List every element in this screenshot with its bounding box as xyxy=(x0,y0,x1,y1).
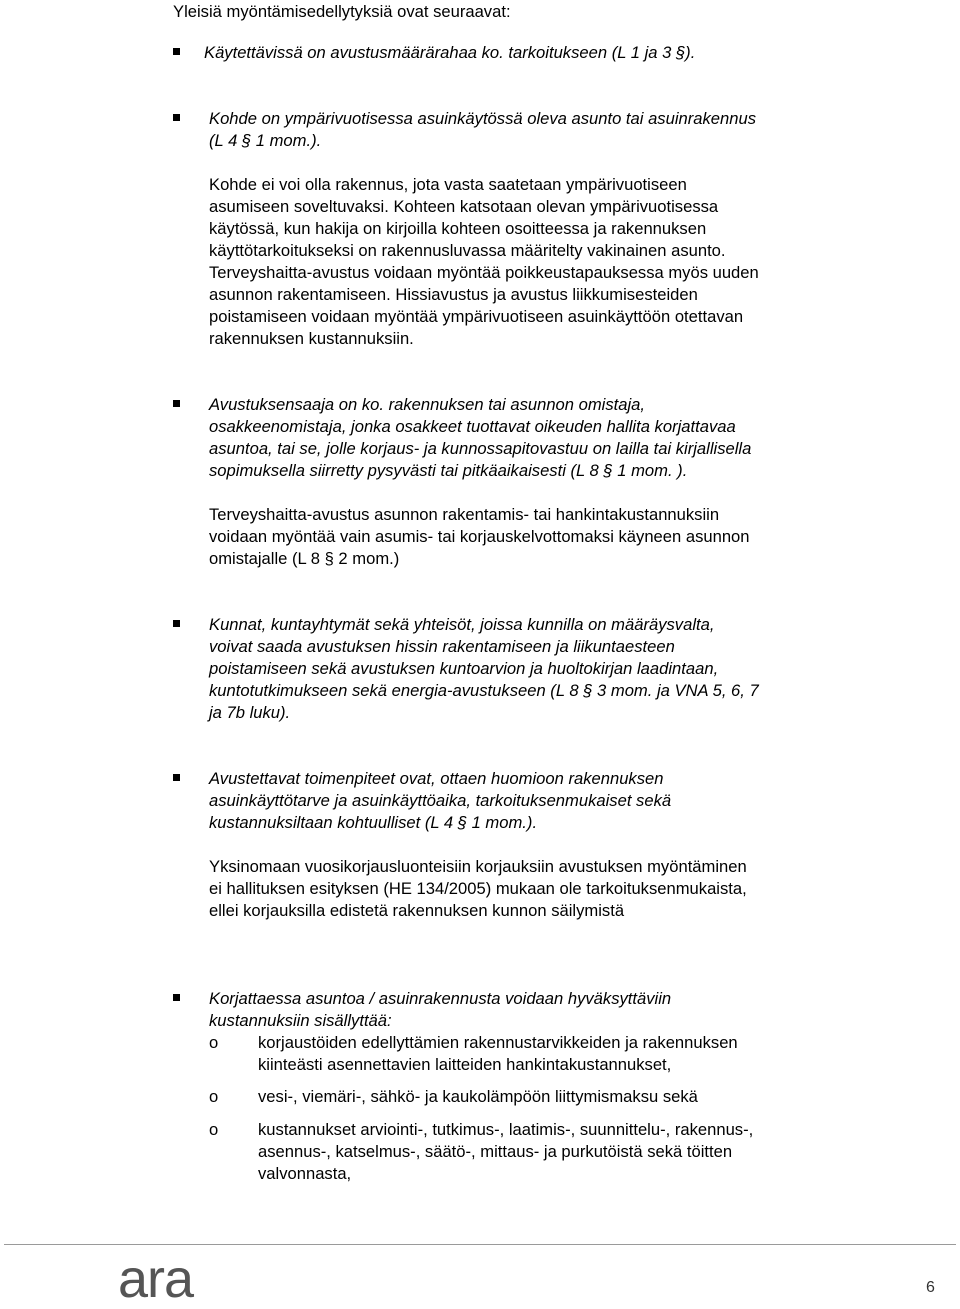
bullet-4-line: Kunnat, kuntayhtymät sekä yhteisöt, joissa kunnilla on määräysvalta, xyxy=(209,615,715,634)
sub-bullet-marker: o xyxy=(209,1087,219,1106)
bullet-3-para-line: Terveyshaitta-avustus asunnon rakentamis- tai hankintakustannuksiin xyxy=(209,505,720,524)
bullet-square-icon xyxy=(173,994,180,1001)
bullet-3-line: osakkeenomistaja, jonka osakkeet tuottavat oikeuden hallita korjattavaa xyxy=(209,417,736,436)
bullet-square-icon xyxy=(173,48,180,55)
sub-bullet-marker: o xyxy=(209,1033,219,1052)
ara-logo: ara xyxy=(118,1249,194,1309)
sub-bullet-marker: o xyxy=(209,1120,219,1139)
bullet-3-line: asuntoa, tai se, jolle korjaus- ja kunnossapitovastuu on lailla tai kirjallisella xyxy=(209,439,752,458)
bullet-3-para-line: omistajalle (L 8 § 2 mom.) xyxy=(209,549,400,568)
bullet-2-para-line: asumiseen soveltuvaksi. Kohteen katsotaan olevan ympärivuotisessa xyxy=(209,197,719,216)
page-number: 6 xyxy=(926,1279,935,1296)
bullet-6-line: Korjattaessa asuntoa / asuinrakennusta voidaan hyväksyttäviin xyxy=(209,989,672,1008)
bullet-2-para-line: käyttötarkoitukseksi on rakennusluvassa määritelty vakinainen asunto. xyxy=(209,241,726,260)
bullet-4-line: kuntotutkimukseen sekä energia-avustukseen (L 8 § 3 mom. ja VNA 5, 6, 7 xyxy=(209,681,759,700)
bullet-4-line: voivat saada avustuksen hissin rakentamiseen ja liikuntaesteen xyxy=(209,637,675,656)
bullet-square-icon xyxy=(173,114,180,121)
sub-item-line: kiinteästi asennettavien laitteiden hankintakustannukset, xyxy=(258,1055,672,1074)
bullet-3-para-line: voidaan myöntää vain asumis- tai korjauskelvottomaksi käyneen asunnon xyxy=(209,527,750,546)
bullet-square-icon xyxy=(173,774,180,781)
bullet-5-para-line: ei hallituksen esityksen (HE 134/2005) mukaan ole tarkoituksenmukaista, xyxy=(209,879,747,898)
bullet-5-line: Avustettavat toimenpiteet ovat, ottaen huomioon rakennuksen xyxy=(209,769,664,788)
bullet-2-line: Kohde on ympärivuotisessa asuinkäytössä oleva asunto tai asuinrakennus xyxy=(209,109,757,128)
intro-text: Yleisiä myöntämisedellytyksiä ovat seuraavat: xyxy=(173,2,511,21)
bullet-5-para-line: ellei korjauksilla edistetä rakennuksen kunnon säilymistä xyxy=(209,901,625,920)
bullet-6-line: kustannuksiin sisällyttää: xyxy=(209,1011,392,1030)
footer-divider xyxy=(4,1244,956,1245)
bullet-5-line: asuinkäyttötarve ja asuinkäyttöaika, tarkoituksenmukaiset sekä xyxy=(209,791,672,810)
bullet-square-icon xyxy=(173,620,180,627)
bullet-5-para-line: Yksinomaan vuosikorjausluonteisiin korjauksiin avustuksen myöntäminen xyxy=(209,857,747,876)
bullet-4-line: poistamiseen sekä avustuksen kuntoarvion ja huoltokirjan laadintaan, xyxy=(209,659,719,678)
sub-item-line: asennus-, katselmus-, säätö-, mittaus- ja purkutöistä sekä töitten xyxy=(258,1142,733,1161)
bullet-4-line: ja 7b luku). xyxy=(209,703,291,722)
sub-item-line: korjaustöiden edellyttämien rakennustarvikkeiden ja rakennuksen xyxy=(258,1033,738,1052)
bullet-2-para-line: Terveyshaitta-avustus voidaan myöntää poikkeustapauksessa myös uuden xyxy=(209,263,759,282)
sub-item-line: vesi-, viemäri-, sähkö- ja kaukolämpöön liittymismaksu sekä xyxy=(258,1087,698,1106)
bullet-3-line: sopimuksella siirretty pysyvästi tai pitkäaikaisesti (L 8 § 1 mom. ). xyxy=(209,461,688,480)
bullet-2-para-line: rakennuksen kustannuksiin. xyxy=(209,329,414,348)
bullet-2-para-line: käytössä, kun hakija on kirjoilla kohteen osoitteessa ja rakennuksen xyxy=(209,219,707,238)
bullet-1-text: Käytettävissä on avustusmäärärahaa ko. tarkoitukseen (L 1 ja 3 §). xyxy=(204,43,696,62)
sub-item-line: valvonnasta, xyxy=(258,1164,352,1183)
bullet-2-line: (L 4 § 1 mom.). xyxy=(209,131,322,150)
bullet-3-line: Avustuksensaaja on ko. rakennuksen tai asunnon omistaja, xyxy=(209,395,646,414)
bullet-2-para-line: Kohde ei voi olla rakennus, jota vasta saatetaan ympärivuotiseen xyxy=(209,175,687,194)
bullet-2-para-line: poistamiseen voidaan myöntää ympärivuotiseen asuinkäyttöön otettavan xyxy=(209,307,744,326)
sub-item-line: kustannukset arviointi-, tutkimus-, laatimis-, suunnittelu-, rakennus-, xyxy=(258,1120,754,1139)
bullet-square-icon xyxy=(173,400,180,407)
bullet-2-para-line: asunnon rakentamiseen. Hissiavustus ja avustus liikkumisesteiden xyxy=(209,285,698,304)
bullet-5-line: kustannuksiltaan kohtuulliset (L 4 § 1 mom.). xyxy=(209,813,538,832)
